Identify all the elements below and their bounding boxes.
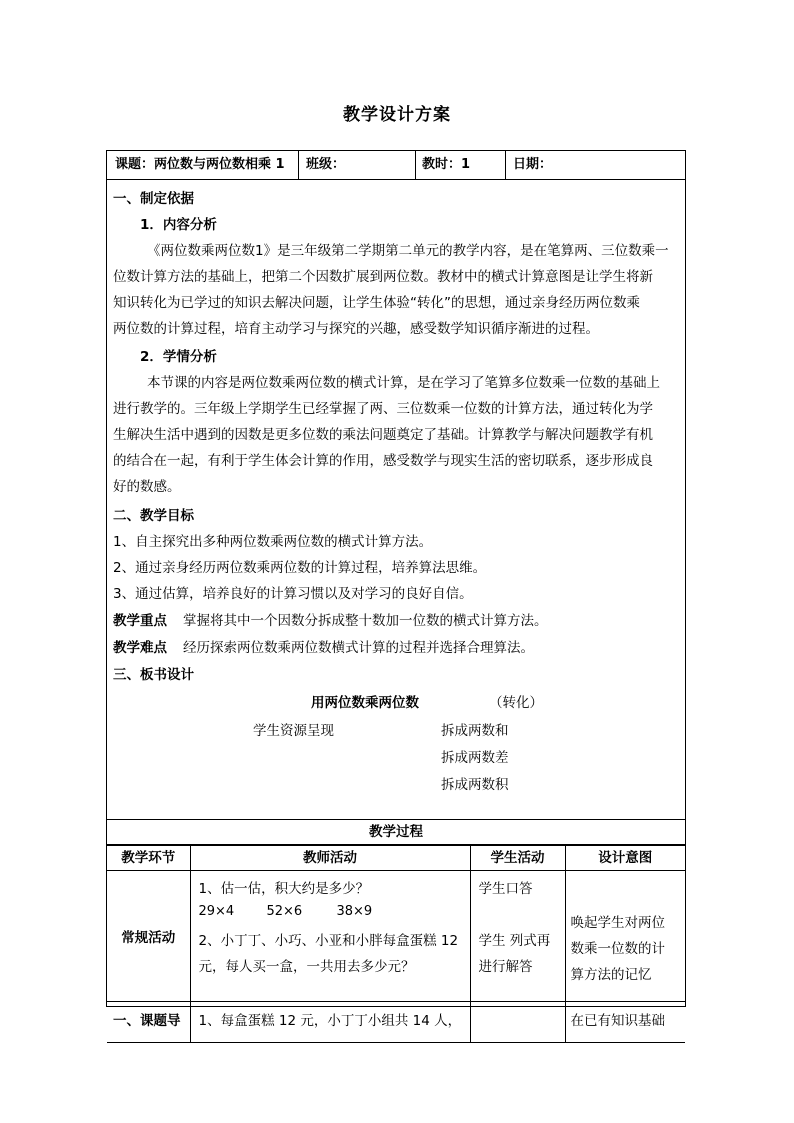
teacher-activity-cell	[190, 871, 470, 1002]
key-point-text: 掌握将其中一个因数分拆成整十数加一位数的横式计算方法。	[183, 613, 548, 629]
column-header: 教师活动	[190, 846, 470, 871]
hours-field: 教时：1	[422, 157, 471, 172]
header-row	[107, 151, 685, 180]
divider	[415, 151, 416, 179]
board-branch: 拆成两数差	[441, 750, 509, 766]
goal-item: 1、自主探究出多种两位数乘两位数的横式计算方法。	[113, 534, 433, 550]
content-line: 两位数的计算过程，培育主动学习与探究的兴趣，感受数学知识循序渐进的过程。	[113, 321, 599, 337]
student-line: 的结合在一起，有利于学生体会计算的作用，感受数学与现实生活的密切联系，逐步形成良	[113, 453, 653, 469]
difficulty-label: 教学难点	[113, 640, 167, 656]
process-table	[107, 845, 685, 1043]
intent-line: 在已有知识基础	[570, 1013, 665, 1029]
class-field: 班级：	[306, 157, 346, 172]
column-header: 设计意图	[565, 846, 685, 871]
goal-item: 3、通过估算，培养良好的计算习惯以及对学习的良好自信。	[113, 586, 473, 602]
stage-cell: 常规活动	[107, 871, 190, 1002]
section-heading-goals: 二、教学目标	[113, 508, 194, 524]
teacher-line: 1、每盒蛋糕 12 元，小丁丁小组共 14 人，	[198, 1013, 462, 1029]
section-heading-board: 三、板书设计	[113, 667, 194, 683]
estimate-expression: 52×6	[266, 904, 303, 919]
section-heading-basis: 一、制定依据	[113, 191, 194, 207]
table-row	[107, 871, 685, 1002]
teacher-line: 2、小丁丁、小巧、小亚和小胖每盒蛋糕 12	[198, 933, 459, 949]
estimate-expression: 29×4	[198, 904, 235, 919]
student-line: 学生口答	[478, 881, 533, 897]
process-title: 教学过程	[107, 820, 685, 845]
design-intent-cell	[565, 871, 685, 1002]
process-header-row	[107, 846, 685, 871]
key-point-label: 教学重点	[113, 613, 167, 629]
student-activity-cell	[470, 871, 565, 1002]
date-field: 日期：	[513, 157, 553, 172]
goal-item: 2、通过亲身经历两位数乘两位数的计算过程，培养算法思维。	[113, 560, 487, 576]
document-title: 教学设计方案	[343, 105, 451, 125]
divider	[505, 151, 506, 179]
board-note: （转化）	[489, 695, 543, 711]
divider	[298, 151, 299, 179]
student-line: 进行教学的。三年级上学期学生已经掌握了两、三位数乘一位数的计算方法，通过转化为学	[113, 401, 653, 417]
board-branch: 拆成两数和	[441, 723, 509, 739]
estimate-expression: 38×9	[336, 904, 373, 919]
board-main-title: 用两位数乘两位数	[311, 695, 419, 711]
content-line: 知识转化为已学过的知识去解决问题，让学生体验“转化”的思想，通过亲身经历两位数乘	[113, 295, 640, 311]
content-line: 《两位数乘两位数1》是三年级第二学期第二单元的教学内容，是在笔算两、三位数乘一	[147, 243, 669, 259]
column-header: 学生活动	[470, 846, 565, 871]
intent-line: 算方法的记忆	[570, 967, 652, 983]
student-line: 学生 列式再	[478, 933, 551, 949]
stage-cell	[107, 1002, 190, 1043]
student-line: 本节课的内容是两位数乘两位数的横式计算，是在学习了笔算多位数乘一位数的基础上	[147, 375, 660, 391]
student-activity-cell	[470, 1002, 565, 1043]
board-branch: 拆成两数积	[441, 777, 509, 793]
table-row	[107, 1002, 685, 1043]
student-line: 好的数感。	[113, 479, 181, 495]
column-header: 教学环节	[107, 846, 190, 871]
intent-line: 唤起学生对两位	[570, 915, 665, 931]
difficulty-text: 经历探索两位数乘两位数横式计算的过程并选择合理算法。	[183, 640, 534, 656]
student-analysis-heading: 2．学情分析	[140, 349, 217, 365]
design-intent-cell	[565, 1002, 685, 1043]
content-analysis-heading: 1．内容分析	[140, 217, 217, 233]
topic-field: 课题：两位数与两位数相乘 1	[115, 157, 285, 172]
student-line: 生解决生活中遇到的因数是更多位数的乘法问题奠定了基础。计算教学与解决问题教学有机	[113, 427, 653, 443]
student-line: 进行解答	[478, 959, 533, 975]
lesson-plan-table	[106, 150, 686, 1029]
teacher-activity-cell	[190, 1002, 470, 1043]
teacher-line: 元，每人买一盒，一共用去多少元？	[198, 959, 415, 975]
content-line: 位数计算方法的基础上，把第二个因数扩展到两位数。教材中的横式计算意图是让学生将新	[113, 269, 653, 285]
teacher-line: 1、估一估，积大约是多少？	[198, 881, 370, 897]
board-left-text: 学生资源呈现	[253, 723, 334, 739]
plan-body	[107, 179, 685, 820]
stage-label: 一、课题导	[113, 1013, 181, 1029]
intent-line: 数乘一位数的计	[570, 941, 665, 957]
